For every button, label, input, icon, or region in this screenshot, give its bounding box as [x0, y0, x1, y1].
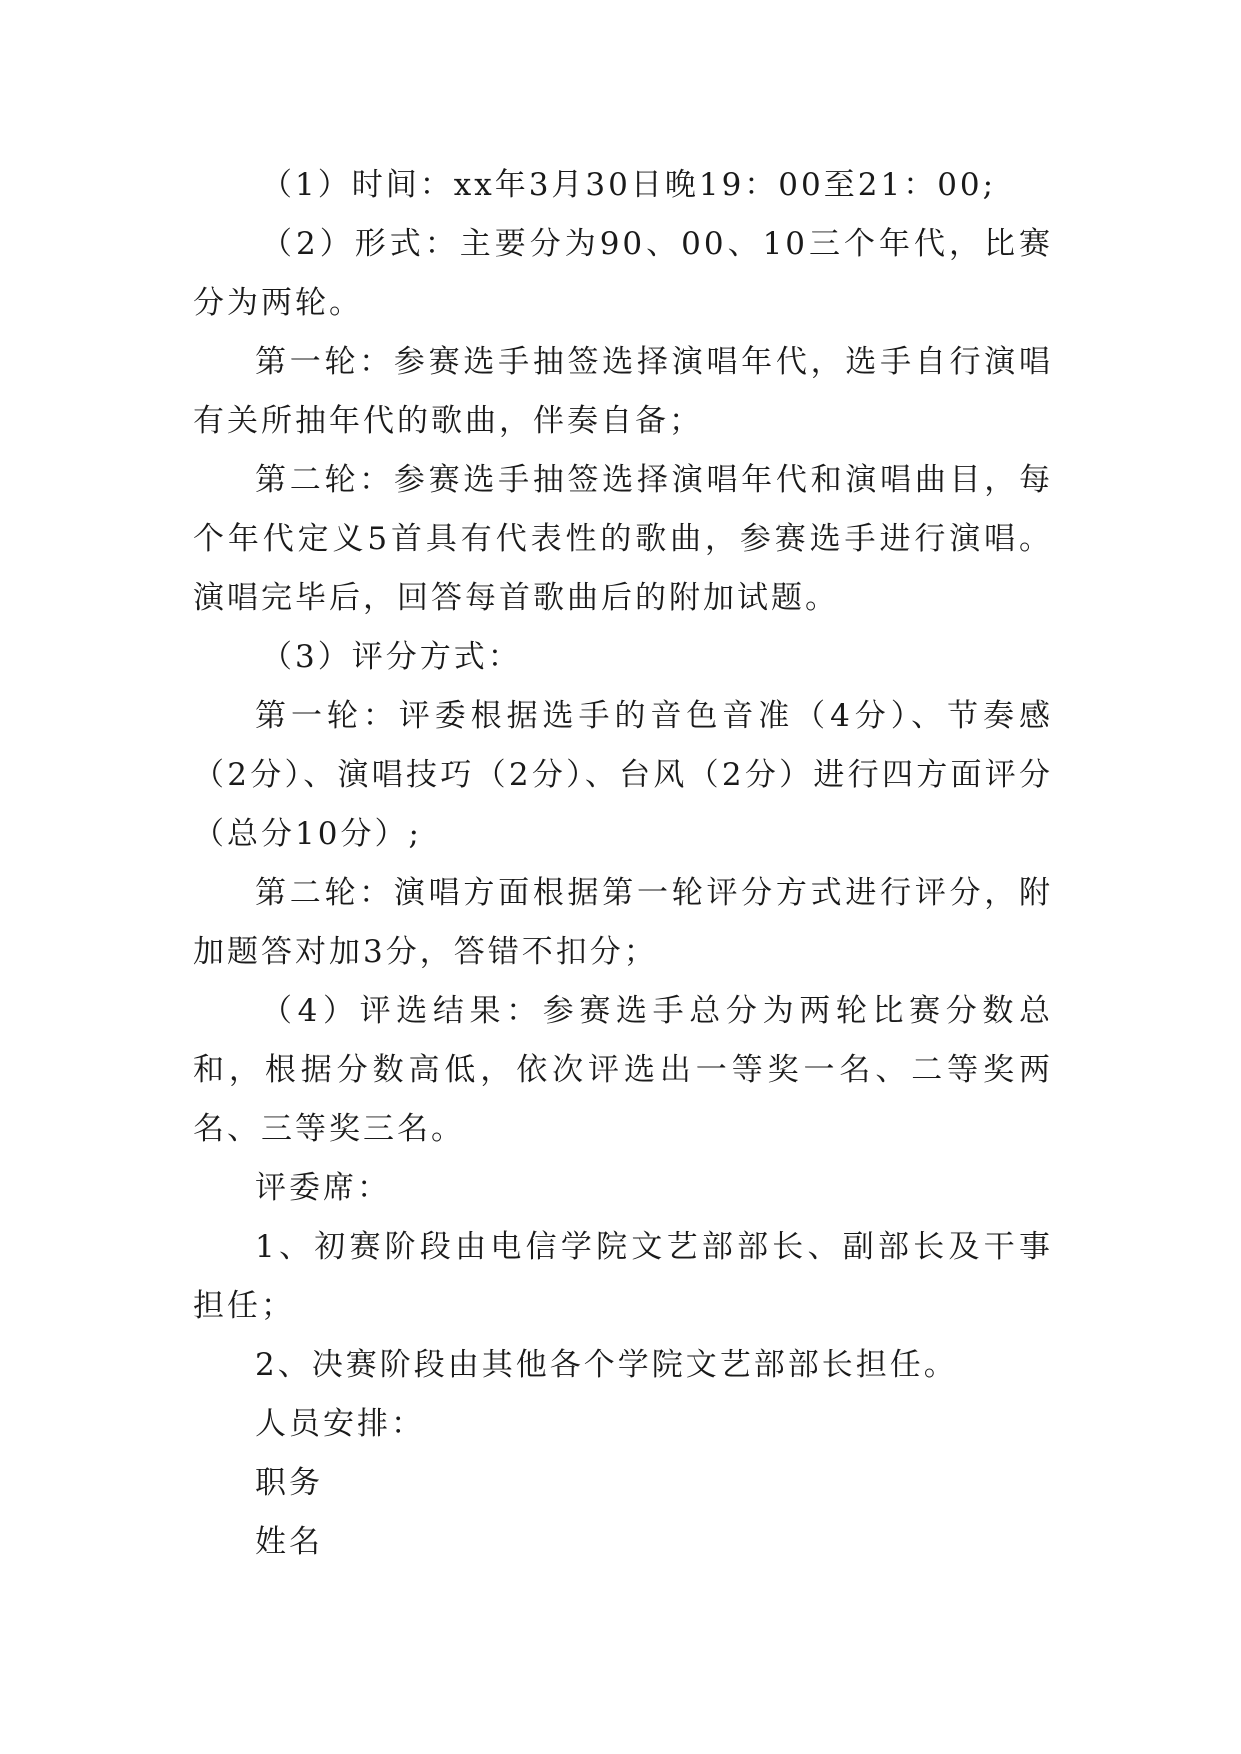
- paragraph-staff-heading: 人员安排：: [255, 1406, 425, 1442]
- paragraph-time: （1）时间：xx年3月30日晚19：00至21：00;: [261, 167, 997, 203]
- paragraph-judges-preliminary: 1、初赛阶段由电信学院文艺部部长、副部长及干事担任；: [193, 1229, 1053, 1324]
- paragraph-name-label: 姓名: [255, 1524, 323, 1560]
- paragraph-scoring-heading: （3）评分方式：: [261, 639, 522, 675]
- paragraph-scoring-round-one: 第一轮：评委根据选手的音色音准（4分）、节奏感（2分）、演唱技巧（2分）、台风（2分）进行四方面评分（总分10分）;: [193, 698, 1053, 852]
- paragraph-scoring-round-two: 第二轮：演唱方面根据第一轮评分方式进行评分，附加题答对加3分，答错不扣分；: [193, 875, 1053, 970]
- paragraph-results: （4）评选结果：参赛选手总分为两轮比赛分数总和，根据分数高低，依次评选出一等奖一名、二等奖两名、三等奖三名。: [193, 993, 1053, 1147]
- paragraph-round-one: 第一轮：参赛选手抽签选择演唱年代，选手自行演唱有关所抽年代的歌曲，伴奏自备；: [193, 344, 1053, 439]
- paragraph-judges-heading: 评委席：: [255, 1170, 391, 1206]
- document-body: [193, 156, 1053, 1572]
- paragraph-judges-final: 2、决赛阶段由其他各个学院文艺部部长担任。: [255, 1347, 958, 1383]
- paragraph-format: （2）形式：主要分为90、00、10三个年代，比赛分为两轮。: [193, 226, 1053, 321]
- paragraph-round-two: 第二轮：参赛选手抽签选择演唱年代和演唱曲目，每个年代定义5首具有代表性的歌曲，参赛选手进行演唱。演唱完毕后，回答每首歌曲后的附加试题。: [193, 462, 1053, 616]
- paragraph-position-label: 职务: [255, 1465, 323, 1501]
